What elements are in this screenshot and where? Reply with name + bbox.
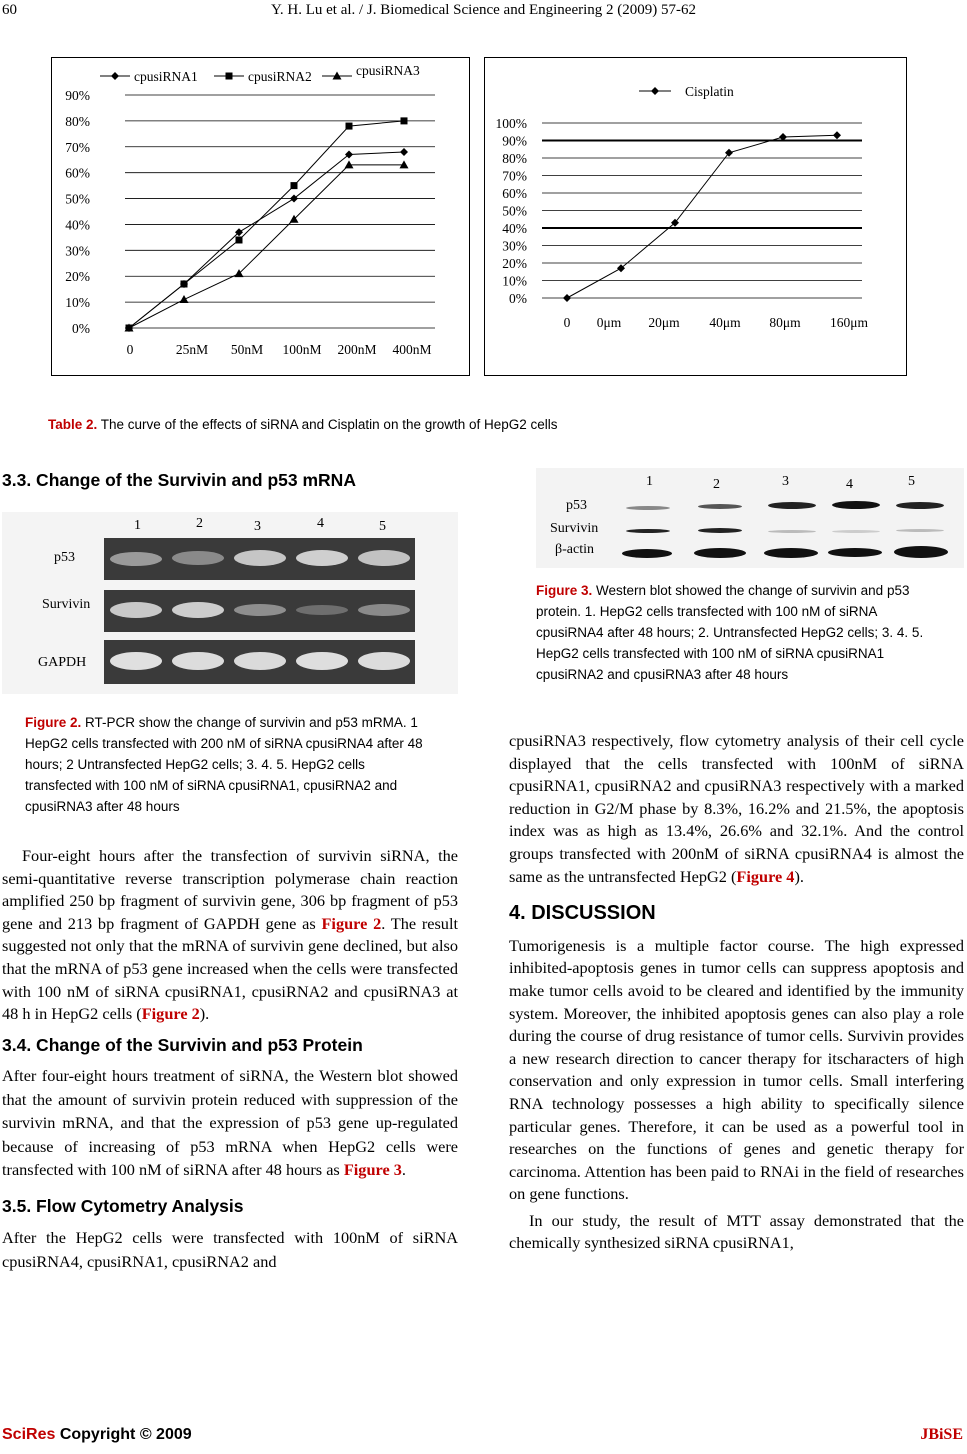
paragraph-mtt: In our study, the result of MTT assay demonstrated that the chemically synthesized siRNA cpusiRNA1, [509, 1210, 964, 1253]
figure3-blot [536, 468, 964, 568]
x-tick-label: 0 [126, 342, 134, 357]
table2-text: The curve of the effects of siRNA and Cisplatin on the growth of HepG2 cells [97, 417, 558, 432]
y-tick-label: 60% [65, 165, 90, 181]
figure4-ref-link[interactable]: Figure 4 [736, 866, 795, 886]
y-tick-label: 50% [502, 203, 527, 219]
text-run: cpusiRNA3 respectively, flow cytometry analysis of their cell cycle displayed that the cells transfected with 100nM of siRNA cpusiRNA1, cpusiRNA2 and cpusiRNA3 respectively with a marked reduction in G2/M phase by 8.3%, 16.2% and 21.5%, the apoptosis index was as high as 13.4%, 26.6% and 32.1%. And the control groups transfected with 200nM of siRNA cpusiRNA4 is almost the same as the untransfected HepG2 ( [509, 731, 964, 886]
fig3-band [698, 504, 742, 509]
figure2-text: RT-PCR show the change of survivin and p53 mRMA. 1 HepG2 cells transfected with 200 nM of siRNA cpusiRNA4 after 48 hours; 2 Untransfected HepG2 cells; 3. 4. 5. HepG2 cells transfected with 100 nM of siRNA cpusiRNA1, cpusiRNA2 and cpusiRNA3 after 48 hours [25, 715, 423, 814]
chart-cisplatin [484, 57, 907, 376]
text-run: . The result suggested not only that the mRNA of survivin gene declined, but also that the mRNA of p53 gene increased when the cells were transfected with 100 nM of siRNA cpusiRNA1, cpusiRNA2 and cpusiRNA3 at 48 h in HepG2 cells ( [2, 913, 458, 1024]
x-tick-label: 200nM [337, 342, 377, 357]
text-run: Four-eight hours after the transfection of survivin siRNA, the semi-quantitative reverse transcription polymerase chain reaction amplified 250 bp fragment of survivin gene, 306 bp fragment of p53 gene and 213 bp fragment of GAPDH gene as [2, 846, 458, 933]
figure3-label: Figure 3. [536, 583, 593, 598]
diamond-marker [833, 131, 841, 139]
figure2-gel [2, 512, 458, 694]
y-tick-label: 20% [502, 256, 527, 271]
right-column [509, 730, 964, 1255]
triangle-marker [180, 295, 189, 303]
section-3-4-heading: 3.4. Change of the Survivin and p53 Protein [2, 1034, 363, 1055]
section-4-heading: 4. DISCUSSION [509, 902, 656, 925]
fig2-lane-1: 1 [134, 518, 141, 533]
left-column [2, 845, 458, 1274]
y-tick-label: 30% [502, 238, 527, 254]
fig2-band [172, 551, 224, 565]
section-3-3-heading: 3.3. Change of the Survivin and p53 mRNA [2, 470, 356, 490]
paragraph-flow: After the HepG2 cells were transfected with 100nM of siRNA cpusiRNA4, cpusiRNA1, cpusiRNA2 and [2, 1227, 458, 1271]
fig3-band [768, 530, 816, 533]
x-tick-label: 25nM [175, 342, 209, 357]
fig2-band [358, 652, 410, 670]
triangle-marker [345, 160, 354, 168]
fig3-row-survivin: Survivin [550, 521, 599, 536]
y-tick-label: 60% [502, 186, 527, 201]
figure2-caption [25, 712, 435, 817]
x-tick-label: 20μm [648, 315, 680, 330]
diamond-marker [725, 149, 733, 157]
fig2-band [172, 652, 224, 670]
paragraph-discussion: Tumorigenesis is a multiple factor course. The high expressed inhibited-apoptosis genes in tumor cells can suppress apoptosis and make tumor cells avoid to be cleared and identified by the immunity system. Moreover, the inhibited apoptosis genes can also play a role during the course of drug resistance of tumor cells. Survivin provides a new research direction to cancer therapy for itscharacters of high conservation and only expression in tumor cells. Small interfering RNA technology possesses a high ability to specifically silence particular genes. Therefore, it can be used as a powerful tool in researches on the functions of genes and genetic therapy for carcinoma. Attention has been paid to RNAi in the field of researches on gene functions. [509, 935, 964, 1204]
fig2-band [296, 652, 348, 670]
chart-sirna [51, 57, 470, 376]
fig3-lane-1: 1 [646, 474, 653, 489]
figure2-label: Figure 2. [25, 715, 82, 730]
legend-label: cpusiRNA3 [356, 63, 420, 78]
fig3-band [622, 549, 672, 558]
fig3-band [698, 528, 742, 533]
fig2-gel-gapdh [104, 640, 415, 684]
fig3-row-p53: p53 [566, 498, 587, 513]
fig3-band [896, 529, 944, 532]
fig3-band [768, 502, 816, 509]
fig3-lane-5: 5 [908, 474, 915, 489]
page-number: 60 [2, 2, 17, 18]
fig2-row-gapdh: GAPDH [38, 655, 87, 670]
legend-label: cpusiRNA2 [248, 69, 312, 84]
footer-brand: SciRes [2, 1426, 56, 1443]
diamond-marker [111, 72, 119, 80]
diamond-marker [400, 148, 408, 156]
fig2-band [110, 552, 162, 566]
square-marker [181, 280, 188, 287]
y-tick-label: 100% [495, 116, 527, 131]
x-tick-label: 80μm [769, 315, 801, 330]
triangle-marker [400, 160, 409, 168]
footer-copyright-text: Copyright © 2009 [55, 1426, 192, 1443]
paragraph-cytometry [509, 730, 964, 888]
x-tick-label: 160μm [830, 315, 868, 330]
x-tick-label: 0 [563, 315, 571, 330]
text-run: ). [794, 866, 804, 886]
x-tick-label: 0μm [596, 315, 622, 330]
chart-sirna-svg [52, 58, 469, 375]
fig3-band [764, 548, 818, 558]
y-tick-label: 70% [65, 139, 90, 155]
fig3-band [828, 548, 882, 557]
table2-label: Table 2. [48, 417, 98, 432]
fig2-band [234, 604, 286, 616]
chart-cisplatin-svg [485, 58, 906, 375]
fig3-band [896, 502, 944, 509]
fig3-band [694, 548, 746, 558]
fig2-band [296, 605, 348, 615]
diamond-marker [651, 87, 659, 95]
legend-label: Cisplatin [685, 84, 734, 99]
fig2-band [234, 652, 286, 670]
y-tick-label: 10% [65, 295, 90, 311]
x-tick-label: 100nM [282, 342, 322, 357]
y-tick-label: 40% [65, 217, 90, 233]
paragraph-western [2, 1064, 458, 1181]
figure3-text: Western blot showed the change of survivin and p53 protein. 1. HepG2 cells transfected with 100 nM of siRNA cpusiRNA4 after 48 hours; 2. Untransfected HepG2 cells; 3. 4. 5. HepG2 cells transfected with 100 nM of siRNA cpusiRNA1 cpusiRNA2 and cpusiRNA3 after 48 hours [536, 583, 924, 682]
y-tick-label: 50% [65, 191, 90, 207]
square-marker [291, 182, 298, 189]
fig2-lane-3: 3 [254, 519, 261, 534]
fig2-band [358, 604, 410, 616]
fig2-row-survivin: Survivin [42, 597, 91, 612]
y-tick-label: 80% [502, 151, 527, 166]
fig3-lane-4: 4 [846, 477, 853, 492]
square-marker [346, 123, 353, 130]
fig2-band [172, 602, 224, 618]
square-marker [236, 236, 243, 243]
fig2-lane-5: 5 [379, 519, 386, 534]
text-run: After four-eight hours treatment of siRNA, the Western blot showed that the amount of survivin protein reduced with suppression of the survivin mRNA, and that the expression of p53 gene up-regulated because of increasing of p53 mRNA when HepG2 cells were transfected with 100 nM of siRNA after 48 hours as [2, 1066, 458, 1179]
legend-label: cpusiRNA1 [134, 69, 198, 84]
fig2-band [234, 550, 286, 566]
x-tick-label: 50nM [230, 342, 264, 357]
series-line [129, 165, 404, 328]
footer-journal: JBiSE [920, 1426, 963, 1443]
y-tick-label: 70% [502, 168, 527, 184]
x-tick-label: 400nM [392, 342, 432, 357]
fig2-gel-survivin [104, 590, 415, 632]
running-title: Y. H. Lu et al. / J. Biomedical Science and Engineering 2 (2009) 57-62 [270, 2, 697, 18]
figure2-ref-link[interactable]: Figure 2 [321, 913, 382, 933]
y-tick-label: 90% [502, 133, 527, 149]
figure3-caption [536, 580, 936, 685]
fig2-lane-2: 2 [196, 516, 203, 531]
fig3-band [832, 501, 880, 509]
y-tick-label: 40% [502, 221, 527, 236]
y-tick-label: 0% [509, 291, 527, 306]
text-run: . [401, 1159, 406, 1179]
table2-caption [48, 414, 908, 435]
x-tick-label: 40μm [709, 315, 741, 330]
fig3-lane-2: 2 [713, 477, 720, 492]
fig2-band [110, 652, 162, 670]
fig3-band [894, 546, 948, 558]
y-tick-label: 20% [65, 269, 90, 285]
y-tick-label: 10% [502, 273, 527, 289]
y-tick-label: 90% [65, 88, 90, 103]
square-marker [401, 117, 408, 124]
fig2-lane-4: 4 [317, 516, 324, 531]
diamond-marker [563, 294, 571, 302]
fig2-band [358, 550, 410, 566]
fig3-band [832, 530, 880, 533]
text-run: ). [199, 1004, 210, 1024]
series-line [129, 152, 404, 328]
fig3-band [626, 506, 670, 510]
fig3-band [626, 529, 670, 533]
square-marker [226, 73, 233, 80]
fig3-lane-3: 3 [782, 474, 789, 489]
footer [0, 1426, 967, 1450]
paragraph-rt-pcr [2, 845, 458, 1026]
fig2-gel-p53 [104, 538, 415, 580]
figure2-ref-link[interactable]: Figure 2 [141, 1004, 200, 1024]
fig2-row-p53: p53 [54, 550, 75, 565]
y-tick-label: 30% [65, 243, 90, 259]
y-tick-label: 80% [65, 113, 90, 129]
figure3-ref-link[interactable]: Figure 3 [343, 1159, 402, 1179]
section-3-5-heading: 3.5. Flow Cytometry Analysis [2, 1196, 244, 1217]
fig2-band [110, 602, 162, 618]
y-tick-label: 0% [72, 321, 90, 336]
series-line [567, 135, 837, 298]
footer-copyright [2, 1426, 192, 1444]
fig2-band [296, 550, 348, 566]
fig3-row-bactin: β-actin [555, 542, 594, 557]
